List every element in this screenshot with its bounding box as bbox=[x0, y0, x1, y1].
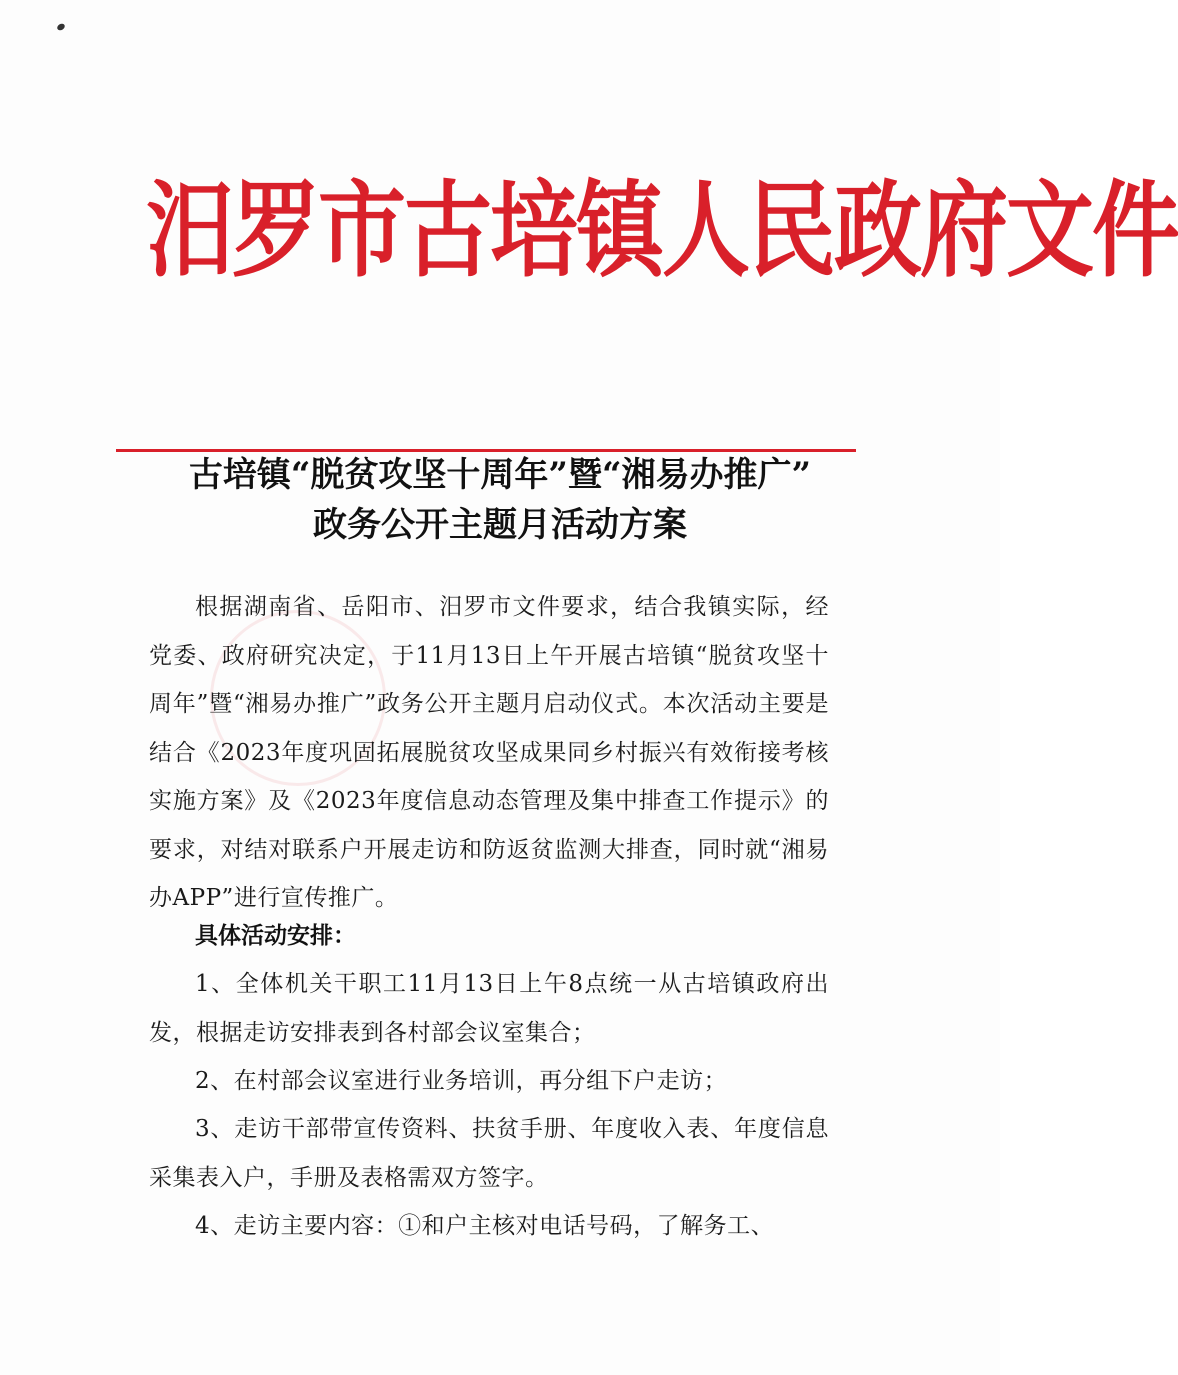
red-divider-rule bbox=[116, 449, 856, 452]
arrangement-heading: 具体活动安排： bbox=[195, 922, 356, 949]
scan-speck bbox=[56, 22, 66, 31]
issuer-header-title: 汨罗市古培镇人民政府文件 bbox=[146, 168, 1178, 292]
arrangement-item-4: 4、走访主要内容：①和户主核对电话号码，了解务工、 bbox=[195, 1213, 775, 1239]
intro-paragraph: 根据湖南省、岳阳市、汨罗市文件要求，结合我镇实际，经党委、政府研究决定，于11月13日上午开展古培镇“脱贫攻坚十周年”暨“湘易办推广”政务公开主题月启动仪式。本次活动主要是结合《2023年度巩固拓展脱贫攻坚成果同乡村振兴有效衔接考核实施方案》及《2023年度信息动态管理及集中排查工作提示》的要求，对结对联系户开展走访和防返贫监测大排查，同时就“湘易办APP”进行宣传推广。 bbox=[149, 594, 829, 911]
arrangement-item-3: 3、走访干部带宣传资料、扶贫手册、年度收入表、年度信息采集表入户，手册及表格需双方签字。 bbox=[149, 1116, 829, 1191]
arrangement-item-2: 2、在村部会议室进行业务培训，再分组下户走访； bbox=[195, 1068, 728, 1094]
document-title-line-1: 古培镇“脱贫攻坚十周年”暨“湘易办推广” bbox=[188, 455, 812, 495]
arrangement-item-1: 1、全体机关干职工11月13日上午8点统一从古培镇政府出发，根据走访安排表到各村部会议室集合； bbox=[149, 971, 829, 1046]
document-title-line-2: 政务公开主题月活动方案 bbox=[313, 505, 687, 545]
